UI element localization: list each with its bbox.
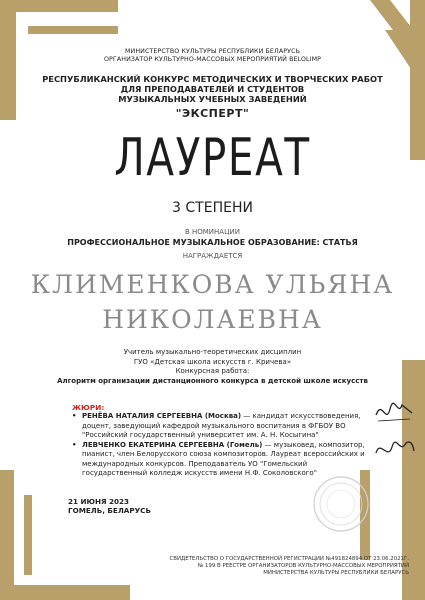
registration-footer [109,556,409,578]
jury-member-desc: — музыковед, композитор, пианист, член Белорусского союза композиторов. Лауреат всероссийских и международных конкурсов. Преподаватель УО "Гомельский государственный колледж искусств имени Н.Ф. Соколовского" [82,441,365,478]
award-title: ЛАУРЕАТ [114,128,311,188]
recipient-name: КЛИМЕНКОВА УЛЬЯНА [30,270,395,299]
work-title: Алгоритм организации дистанционного конкурса в детской школе искусств [57,376,368,385]
decor-stripe [28,26,118,34]
contest-title [0,74,425,104]
jury-title: ЖЮРИ: [72,403,105,412]
contest-name: "ЭКСПЕРТ" [175,107,250,120]
jury-member-name: РЕНЁВА НАТАЛИЯ СЕРГЕЕВНА (Москва) [82,412,242,421]
jury-block [72,403,372,479]
nomination: ПРОФЕССИОНАЛЬНОЕ МУЗЫКАЛЬНОЕ ОБРАЗОВАНИЕ: СТАТЬЯ [67,238,358,247]
jury-member [72,412,372,440]
recipient-school: ГУО «Детская школа искусств г. Кричева» [133,357,292,366]
signatures [372,395,417,470]
recipient-patronymic: НИКОЛАЕВНА [102,305,323,334]
decor-stripe [0,470,14,600]
ministry-line: МИНИСТЕРСТВО КУЛЬТУРЫ РЕСПУБЛИКИ БЕЛАРУСЬ [124,48,300,55]
bullet-icon: • [72,441,77,450]
award-place: ГОМЕЛЬ, БЕЛАРУСЬ [68,506,151,515]
footer-line: № 199 В РЕЕСТРЕ ОРГАНИЗАТОРОВ КУЛЬТУРНО-МАССОВЫХ МЕРОПРИЯТИЙ [197,563,409,570]
award-degree: 3 СТЕПЕНИ [172,200,253,216]
seal-icon [312,475,370,533]
recipient-position: Учитель музыкально-теоретических дисциплин [123,348,302,356]
jury-member-desc: — кандидат искусствоведения, доцент, заведующий кафедрой музыкального воспитания в ФГБОУ ВО "Российский государственный университет им. А. Н. Косыгина" [82,412,361,439]
decor-stripe [0,585,130,600]
contest-line: МУЗЫКАЛЬНЫХ УЧЕБНЫХ ЗАВЕДЕНИЙ [118,94,307,104]
recipient-info [0,348,425,386]
contest-line: РЕСПУБЛИКАНСКИЙ КОНКУРС МЕТОДИЧЕСКИХ И ТВОРЧЕСКИХ РАБОТ [42,74,383,84]
work-label: Конкурсная работа: [175,367,250,375]
contest-line: ДЛЯ ПРЕПОДАВАТЕЛЕЙ И СТУДЕНТОВ [120,84,305,94]
footer-line: СВИДЕТЕЛЬСТВО О ГОСУДАРСТВЕННОЙ РЕГИСТРАЦИИ №491824894 ОТ 23.06.2021Г. [169,556,409,562]
nomination-label: В НОМИНАЦИИ [184,228,241,236]
decor-stripe [0,0,118,12]
signature-2 [376,442,414,453]
decor-stripe [24,495,32,575]
ministry-header [0,48,425,64]
award-date: 21 ИЮНЯ 2023 [68,497,130,506]
footer-line: МИНИСТЕРСТВА КУЛЬТУРЫ РЕСПУБЛИКИ БЕЛАРУСЬ [263,570,409,577]
date-block [68,497,151,515]
signature-1 [376,403,412,415]
jury-member [72,441,372,478]
bullet-icon: • [72,412,77,421]
awarded-label: НАГРАЖДАЕТСЯ [182,252,243,260]
organizer-line: ОРГАНИЗАТОР КУЛЬТУРНО-МАССОВЫХ МЕРОПРИЯТИЙ BELOLIMP [103,56,322,63]
jury-member-name: ЛЕВЧЕНКО ЕКАТЕРИНА СЕРГЕЕВНА (Гомель) [82,441,263,450]
